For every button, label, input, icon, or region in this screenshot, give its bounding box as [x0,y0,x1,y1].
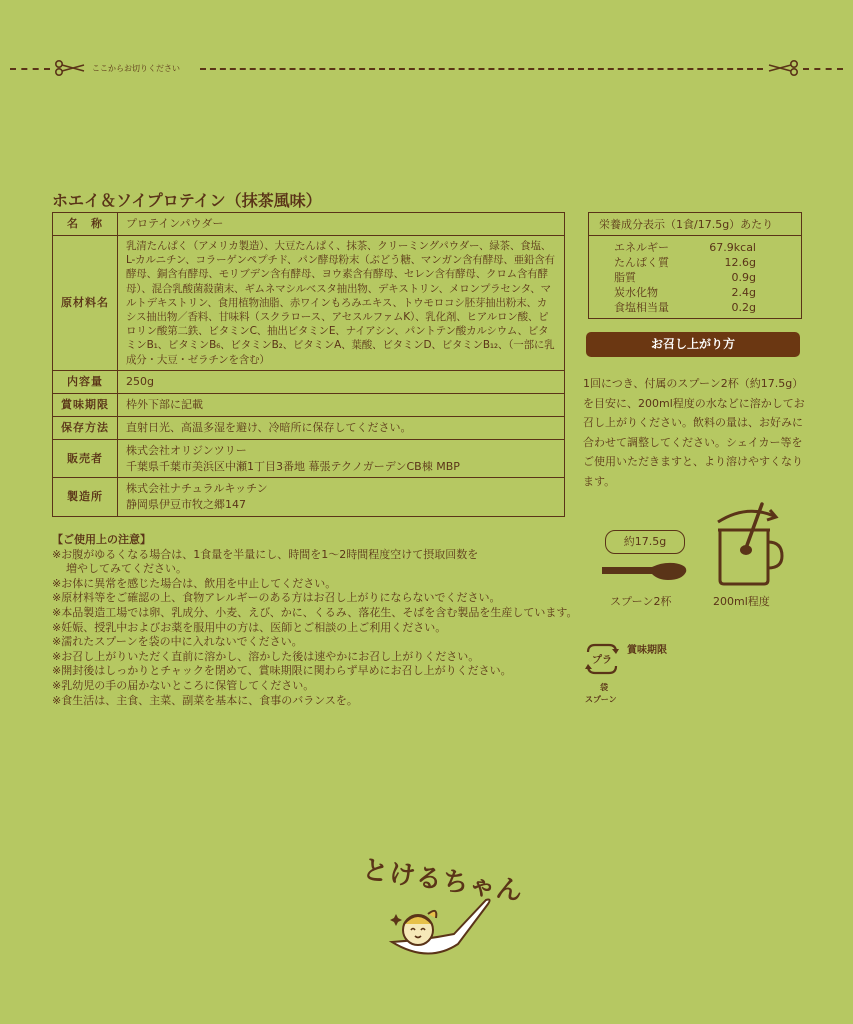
water-amount-label: 200ml程度 [713,595,770,608]
nutrient-value: 0.2g [731,301,756,314]
nutrition-row [614,300,791,315]
note-line: ※お召し上がりいただく直前に溶かし、溶かした後は速やかにお召し上がりください。 [52,649,480,663]
table-row [53,439,565,478]
spec-value [118,439,565,478]
seller-address: 千葉県千葉市美浜区中瀬1丁目3番地 幕張テクノガーデンCB棟 MBP [126,459,460,473]
nutrient-value: 67.9kcal [709,241,756,254]
cut-line [10,62,843,76]
cut-here-text: ここからお切りください [92,64,180,73]
note-line: ※開封後はしっかりとチャックを閉めて、賞味期限に関わらず早めにお召し上がりください。 [52,664,512,678]
nutrient-value: 0.9g [731,271,756,284]
spec-value: 250g [118,370,565,393]
nutrition-body [589,236,801,318]
nutrition-row [614,255,791,270]
table-row [53,416,565,439]
recycle-bag-label: 袋 [600,683,608,692]
nutrition-box [588,212,802,319]
howto-text: 1回につき、付属のスプーン2杯（約17.5g）を目安に、200ml程度の水などに溶かしてお召し上がりください。飲料の量は、お好みに合わせて調整してください。シェイカー等をご使用いただきますと、より溶けやすくなります。 [583,377,805,488]
scissors-icon [54,60,86,76]
product-title: ホエイ＆ソイプロテイン（抹茶風味） [52,191,322,210]
note-line: ※妊娠、授乳中およびお薬を服用中の方は、医師とご相談の上ご利用ください。 [52,620,447,634]
recycle-spoon-label: スプーン [585,695,617,704]
recycle-mark-text: プラ [592,655,612,666]
table-row [53,370,565,393]
nutrient-name: エネルギー [614,241,669,254]
nutrition-header: 栄養成分表示（1食/17.5g）あたり [589,213,801,236]
howto-heading: お召し上がり方 [586,332,800,357]
spec-value [118,478,565,517]
nutrient-name: たんぱく質 [614,256,669,269]
spec-label: 名 称 [53,213,118,236]
spec-value: プロテインパウダー [118,213,565,236]
note-line: ※原材料等をご確認の上、食物アレルギーのある方はお召し上がりにならないでください。 [52,591,501,605]
spoon-amount-label: スプーン2杯 [610,595,672,608]
table-row [53,213,565,236]
notes-heading: 【ご使用上の注意】 [52,533,151,546]
table-row [53,235,565,370]
nutrition-row [614,285,791,300]
note-line: 増やしてみてください。 [66,562,187,576]
note-line: ※食生活は、主食、主菜、副菜を基本に、食事のバランスを。 [52,693,358,707]
spec-label: 保存方法 [53,416,118,439]
note-line: ※お腹がゆるくなる場合は、1食量を半量にし、時間を1～2時間程度空けて摂取回数を [52,547,479,561]
seller-name: 株式会社オリジンツリー [126,443,247,457]
note-line: ※お体に異常を感じた場合は、飲用を中止してください。 [52,576,337,590]
scissors-icon [767,60,799,76]
nutrient-name: 炭水化物 [614,286,658,299]
expiry-label: 賞味期限 [627,645,667,656]
recycle-pla-icon [584,642,620,682]
maker-name: 株式会社ナチュラルキッチン [126,482,268,496]
cut-dash [200,68,763,70]
spec-label: 内容量 [53,370,118,393]
maker-address: 静岡県伊豆市牧之郷147 [126,498,246,512]
mascot-name: とけるちゃん [360,854,525,908]
note-line: ※濡れたスプーンを袋の中に入れないでください。 [52,635,303,649]
nutrient-name: 脂質 [614,271,636,284]
mascot-illustration [388,890,494,966]
table-row [53,478,565,517]
spec-value-ingredients: 乳清たんぱく（アメリカ製造）、大豆たんぱく、抹茶、クリーミングパウダー、緑茶、食塩、L-カルニチン、コラーゲンペプチド、パン酵母粉末（ぶどう糖、マンガン含有酵母、亜鉛含有酵母、銅含有酵母、モリブデン含有酵母、ヨウ素含有酵母、セレン含有酵母、クロム含有酵母）、混合乳酸菌殺菌末、ギムネマシルベスタ抽出物、デキストリン、メロンプラセンタ、マルトデキストリン、食用植物油脂、赤ワインもろみエキス、トウモロコシ胚芽抽出粉末、カシス抽出物／香料、甘味料（スクラロース、アセスルファムK）、乳化剤、ヒアルロン酸、ピロリン酸第二鉄、ビタミンC、抽出ビタミンE、ナイアシン、パントテン酸カルシウム、ビタミンB₁、ビタミンB₆、ビタミンB₂、ビタミンA、葉酸、ビタミンD、ビタミンB₁₂、（一部に乳成分・大豆・ゼラチンを含む） [118,235,565,370]
cut-dash [10,68,50,70]
spec-label: 販売者 [53,439,118,478]
nutrient-value: 2.4g [731,286,756,299]
spec-label: 製造所 [53,478,118,517]
note-line: ※本品製造工場では卵、乳成分、小麦、えび、かに、くるみ、落花生、そばを含む製品を生産しています。 [52,605,578,619]
spec-label: 賞味期限 [53,393,118,416]
table-row [53,393,565,416]
usage-notes [52,533,578,708]
spoon-icon [602,560,688,584]
spec-value: 直射日光、高温多湿を避け、冷暗所に保存してください。 [118,416,565,439]
amount-bubble: 約17.5g [605,530,685,554]
nutrition-row [614,240,791,255]
cup-stir-icon [710,500,786,588]
spec-table [52,212,565,517]
nutrition-row [614,270,791,285]
note-line: ※乳幼児の手の届かないところに保管してください。 [52,678,315,692]
cut-dash [803,68,843,70]
spec-label: 原材料名 [53,235,118,370]
spec-value: 枠外下部に記載 [118,393,565,416]
nutrient-value: 12.6g [724,256,756,269]
nutrient-name: 食塩相当量 [614,301,669,314]
